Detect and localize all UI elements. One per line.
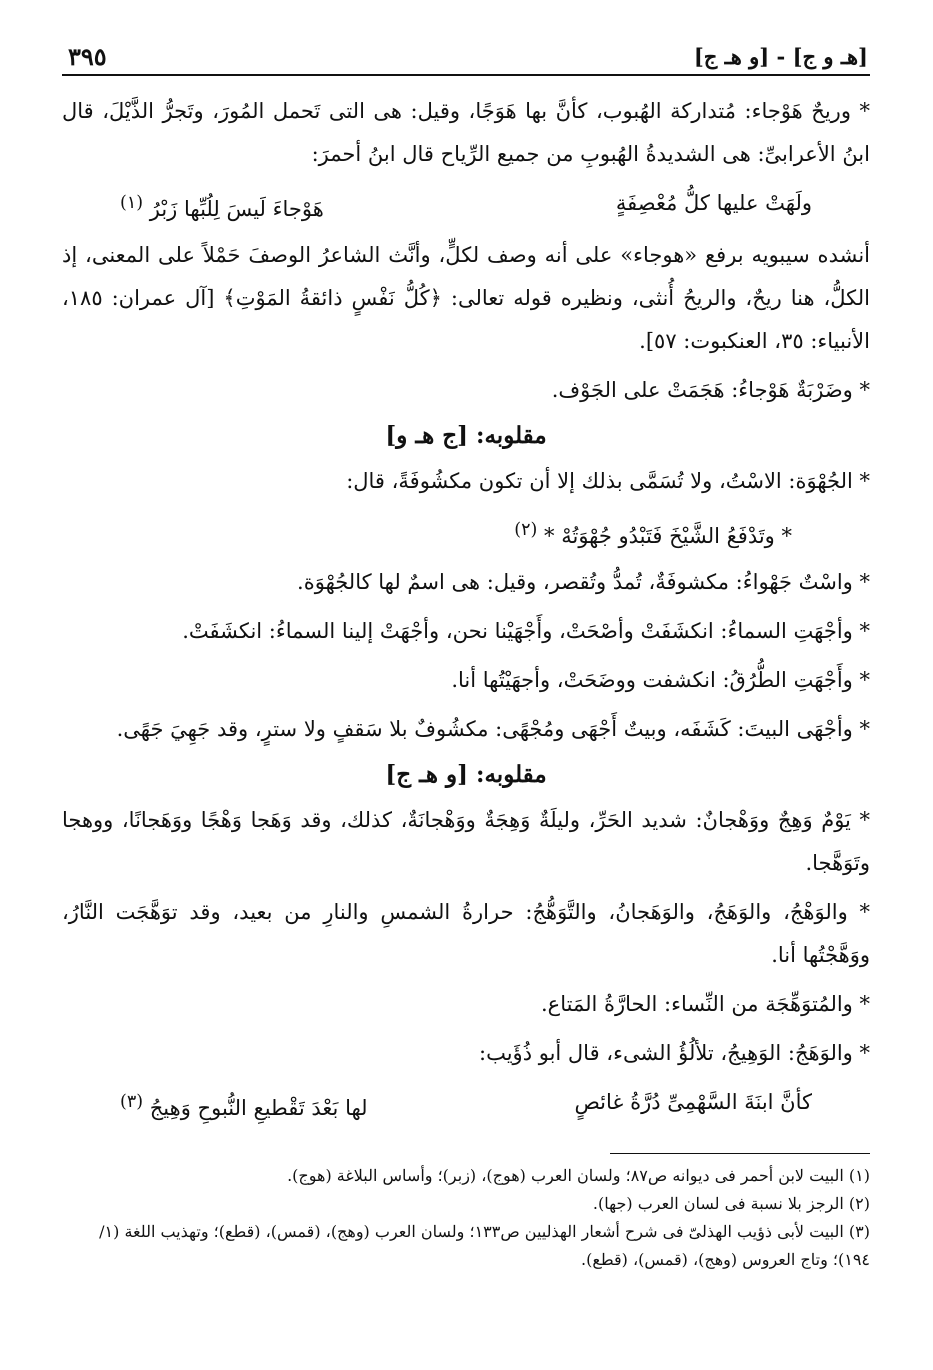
verse-second-hemistich: هَوْجاءَ لَيسَ لِلُبِّها زَبْرُ $^{(١)}$ [120, 193, 324, 221]
poetry-verse [62, 182, 870, 230]
entry-paragraph: * وأجْهَى البيتَ: كَشَفَه، وبيتٌ أَجْهَى ومُجْهًى: مكشُوفٌ بلا سَقفٍ ولا سترٍ، وقد جَهِيَ جَهًى. [116, 717, 870, 741]
entry-paragraph: * والمُتوَهِّجَة من النِّساء: الحارَّةُ المَتاع. [541, 992, 870, 1016]
footnote: (٣) البيت لأبى ذؤيب الهذلىّ فى شرح أشعار الهذليين ص١٣٣؛ ولسان العرب (وهج)، (قمس)، (قطع)؛ وتهذيب اللغة (١/ ١٩٤)؛ وتاج العروس (وهج)، (قمس)، (قطع). [99, 1222, 870, 1269]
entry-paragraph: * وأَجْهَتِ الطُّرُقُ: انكشفت ووضَحَتْ، وأجهَيْتُها أنا. [451, 668, 870, 692]
footnote-marker: (٢) [514, 520, 538, 540]
entry-paragraph: * الجُهْوَة: الاسْتُ، ولا تُسَمَّى بذلك إلا أن تكون مكشُوفَةً، قال: [346, 469, 870, 493]
footnote-divider [610, 1153, 870, 1154]
entry-paragraph: * وضَرْبَةٌ هَوْجاءُ: هَجَمَتْ على الجَوْف. [551, 378, 870, 402]
verse-second-hemistich: لها بَعْدَ تَقْطيعِ النُّبوحِ وَهِيجُ $^{(٣)}$ [120, 1092, 368, 1120]
section-subheading: مقلوبه: [و هـ ج] [385, 761, 547, 788]
entry-paragraph: * واسْتٌ جَهْواءُ: مكشوفَةٌ، تُمدُّ وتُقصر، وقيل: هى اسمٌ لها كالجُهْوَة. [297, 570, 870, 594]
verse-line: * وتَدْفَعُ الشَّيْخَ فَتَبْدُو جُهْوَتُهْ * $^{(٢)}$ [514, 520, 792, 548]
footnote: (١) البيت لابن أحمر فى ديوانه ص٨٧؛ ولسان العرب (هوج)، (زبر)؛ وأساس البلاغة (هوج). [287, 1166, 870, 1185]
page-number: ٣٩٥ [68, 42, 107, 71]
verse-first-hemistich: ولَهَتْ عليها كلُّ مُعْصِفَةٍ [615, 191, 812, 215]
footnote-marker: (١) [120, 193, 144, 213]
entry-paragraph: * والوَهَجُ: الوَهِيجُ، تلألُؤُ الشىء، قال أبو ذُؤَيب: [479, 1041, 870, 1065]
page-header [62, 40, 870, 76]
section-subheading: مقلوبه: [ج هـ و] [385, 422, 547, 449]
poetry-verse [62, 1081, 870, 1129]
entry-paragraph: * يَوْمٌ وَهِجٌ ووَهْجانٌ: شديد الحَرِّ، وليلَةٌ وَهِجَةٌ ووَهْجانَةٌ، كذلك، وقد وَهَجا وَهْجًا ووَهَجانًا، ووهجا وتَوَهَّجا. [62, 808, 870, 875]
footnote-marker: (٣) [120, 1092, 144, 1112]
entry-paragraph: * والوَهْجُ، والوَهَجُ، والوَهَجانُ، والتَّوَهُّجُ: حرارةُ الشمسِ والنارِ من بعيد، وقد توَهَّجَت النَّارُ، ووَهَّجْتُها أنا. [62, 900, 870, 967]
running-title: [هـ و ج] - [و هـ ج] [693, 44, 868, 69]
verse-first-hemistich: كأنَّ ابنَةَ السَّهْمِىِّ دُرَّةُ غائصٍ [574, 1090, 812, 1114]
entry-paragraph: * وأجْهَتِ السماءُ: انكشَفَتْ وأصْحَتْ، وأَجْهَيْنا نحن، وأجْهَتْ إلينا السماءُ: انكشَفَتْ. [182, 619, 870, 643]
main-text [62, 90, 870, 1129]
footnote: (٢) الرجز بلا نسبة فى لسان العرب (جها). [592, 1194, 870, 1213]
entry-paragraph: * وريحٌ هَوْجاء: مُتداركة الهُبوب، كأنَّ بها هَوَجًا، وقيل: هى التى تَحمل المُورَ، وتَجرُّ الذَّيْلَ، قال ابنُ الأعرابىِّ: هى الشديدةُ الهُبوبِ من جميع الرِّياح قال ابنُ أحمرَ: [62, 99, 870, 166]
footnotes [62, 1162, 870, 1274]
document-page [62, 40, 870, 1340]
rajaz-verse [62, 509, 870, 557]
entry-paragraph: أنشده سيبويه برفع «هوجاء» على أنه وصف لكلٍّ، وأنَّث الشاعرُ الوصفَ حَمْلاً على المعنى، إذ الكلُّ، هنا ريحٌ، والريحُ أُنثى، ونظيره قوله تعالى: ﴿كُلُّ نَفْسٍ ذائقةُ المَوْتِ﴾ [آل عمران: ١٨٥، الأنبياء: ٣٥، العنكبوت: ٥٧]. [62, 243, 870, 353]
